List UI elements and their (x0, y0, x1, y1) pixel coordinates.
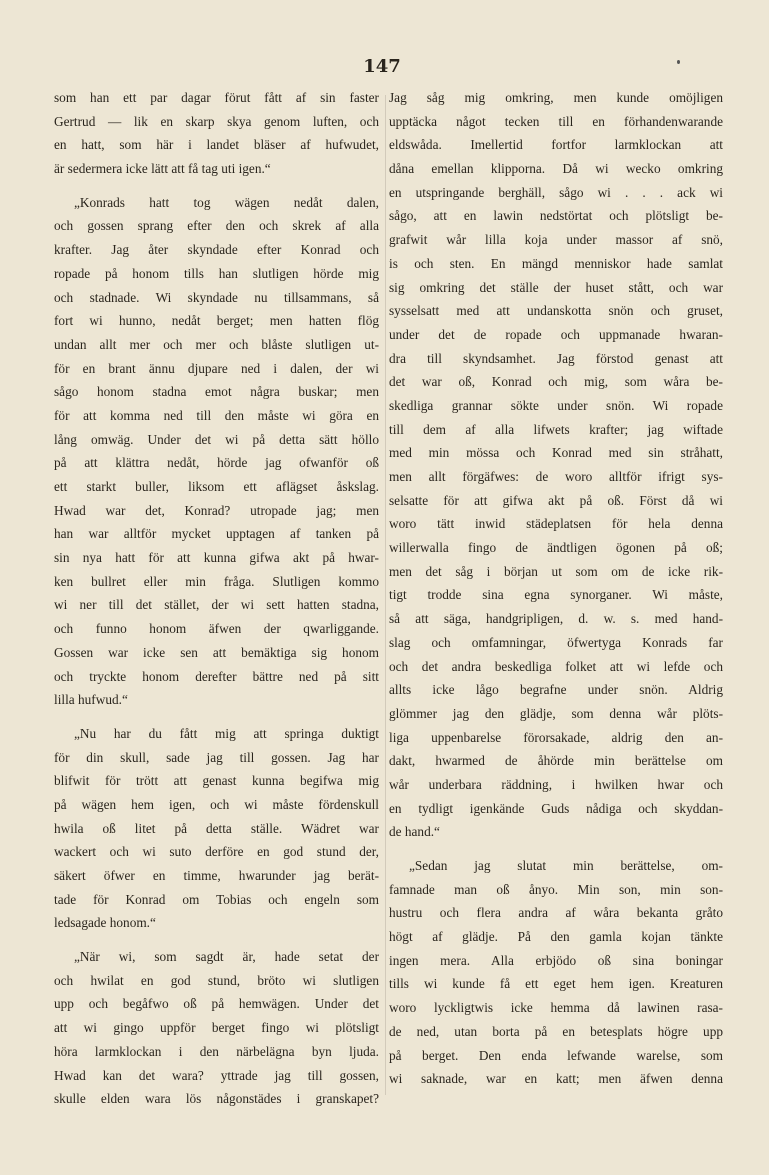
text-line: hustru och flera andra af wåra bekanta gråto (389, 905, 723, 921)
text-line: liga uppenbarelse förorsakade, aldrig den an- (389, 729, 723, 745)
text-line: säkert öfwer en timme, hwarunder jag berät- (54, 868, 379, 883)
text-line: ett starkt buller, liksom ett aflägset åskslag. (54, 479, 379, 494)
text-line: ingen mera. Alla erbjödo oß sina boningar (389, 952, 723, 968)
text-line: glömmer jag den glädje, som denna wår plöts- (389, 705, 723, 721)
text-line: undan allt mer och mer och blåste slutligen ut- (54, 336, 379, 352)
text-line: tills wi kunde få ett eget hem igen. Kreaturen (389, 976, 723, 992)
text-line: ropade på honom tills han slutligen hörde mig (54, 265, 379, 281)
text-line: på berget. Den enda lefwande warelse, som (389, 1047, 723, 1063)
text-line: på att klättra nedåt, hörde jag ofwanför oß (54, 455, 379, 471)
text-line: Gertrud — lik en skarp skya genom luften, och (54, 113, 379, 129)
text-line: med min mössa och Konrad med sin stråhatt, (389, 445, 723, 461)
text-line: blifwit för trött att genast kunna begifwa mig (54, 773, 379, 789)
text-line: men det såg i början ut som om de icke rik- (389, 563, 723, 579)
text-line: att wi gingo uppför berget fingo wi plötsligt (54, 1020, 379, 1036)
text-line: de ned, utan borta på en betesplats högre upp (389, 1023, 723, 1039)
text-line: han war alltför mycket upptagen af tanken på (54, 526, 379, 542)
text-line: „När wi, som sagdt är, hade setat der (74, 949, 379, 965)
text-line: upp och begåfwo oß på hemwägen. Under det (54, 996, 379, 1012)
paragraph-gap (54, 935, 379, 945)
text-line: är sedermera icke lätt att få tag uti igen.“ (54, 161, 271, 177)
text-line: fort wi hunno, nedåt berget; men hatten flög (54, 313, 379, 329)
text-line: grafwit wår lilla koja under massor af snö, (389, 232, 723, 248)
text-line: skulle elden wara lös någonstädes i granskapet? (54, 1091, 379, 1107)
text-line: lång omwäg. Under det wi på detta sätt höllo (54, 431, 379, 447)
text-line: woro tätt inwid städeplatsen för hela denna (389, 516, 723, 532)
text-line: wackert och wi suto derföre en god stund der, (54, 844, 379, 860)
text-line: en utspringande berghäll, sågo wi . . . ack wi (389, 184, 723, 200)
text-line: och stadnade. Wi skyndade nu tillsammans, så (54, 289, 379, 305)
text-line: så att säga, handgripligen, d. w. s. med hand- (389, 611, 723, 627)
text-line: lilla hufwud.“ (54, 692, 128, 708)
text-line: de hand.“ (389, 824, 440, 840)
text-line: sin nya hatt för att kunna gifwa akt på hwar- (54, 550, 379, 566)
text-line: och funno honom äfwen der qwarliggande. (54, 621, 379, 637)
text-line: allts icke lågo begrafne under snön. Aldrig (389, 682, 723, 698)
text-line: woro lyckligtwis icke hemma då lawinen rasa- (389, 1000, 723, 1016)
ink-speck (677, 60, 680, 64)
text-line: famnade man oß ånyo. Min son, min son- (389, 881, 723, 897)
text-line: det war oß, Konrad och mig, som wåra be- (389, 374, 723, 390)
text-line: slag och omfamningar, öfwertyga Konrads far (389, 634, 723, 650)
text-line: och gossen sprang efter den och skrek af alla (54, 218, 379, 234)
text-line: selsatte för att gifwa akt på oß. Först då wi (389, 492, 723, 508)
paragraph-gap (54, 181, 379, 191)
text-line: tade för Konrad om Tobias och engeln som (54, 891, 379, 907)
text-line: „Konrads hatt tog wägen nedåt dalen, (74, 194, 379, 210)
text-line: på wägen hem igen, och wi måste fördenskull (54, 796, 379, 812)
text-line: wår underbara räddning, i hwilken hwar och (389, 776, 723, 792)
text-line: dra till skyndsamhet. Jag förstod genast att (389, 350, 723, 366)
text-line: sågo honom stadna emot några buskar; men (54, 384, 379, 400)
text-line: och hwilat en god stund, bröto wi slutligen (54, 972, 379, 988)
text-line: wi ner till det stället, der wi sett hatten stadna, (54, 597, 379, 613)
text-line: dåna emellan klipporna. Då wi wecko omkring (389, 161, 723, 177)
text-line: sysselsatt med att undanskotta snön och gruset, (389, 303, 723, 319)
text-line: ledsagade honom.“ (54, 915, 156, 931)
text-line: sig omkring det ställe der huset stått, och war (389, 279, 723, 295)
text-line: för din skull, sade jag till gossen. Jag har (54, 749, 379, 765)
text-line: under det de ropade och uppmanade hwaran- (389, 326, 723, 342)
text-line: willerwalla fingo de ändtligen ögonen på oß; (389, 540, 723, 556)
text-line: Jag såg mig omkring, men kunde omöjligen (389, 90, 723, 105)
paragraph-gap (389, 844, 723, 854)
text-line: högt af glädje. På den gamla kojan tänkte (389, 929, 723, 945)
left-column (54, 86, 379, 1111)
text-line: skedliga grannar sökte under snön. Wi ropade (389, 397, 723, 413)
text-line: krafter. Jag åter skyndade efter Konrad och (54, 242, 379, 258)
text-line: ken bullret eller min fråga. Slutligen kommo (54, 573, 379, 589)
page-number: 147 (363, 56, 401, 77)
text-line: wi saknade, war en katt; men äfwen denna (389, 1071, 723, 1087)
text-line: Hwad war det, Konrad? utropade jag; men (54, 502, 379, 518)
text-line: som han ett par dagar förut fått af sin faster (54, 90, 379, 105)
text-line: för att komma ned till den måste wi göra en (54, 407, 379, 423)
text-line: Hwad kan det wara? yttrade jag till gossen, (54, 1067, 379, 1083)
text-line: en tydligt igenkände Guds nådiga och skyddan- (389, 800, 723, 816)
text-line: hwila oß litet på detta ställe. Wädret war (54, 820, 379, 836)
text-line: tigt trodde sina egna synorganer. Wi måste, (389, 587, 723, 603)
text-line: men allt förgäfwes: de woro alltför ifrigt sys- (389, 469, 723, 484)
text-line: en hatt, som här i landet bläser af hufwudet, (54, 137, 379, 153)
text-line: is och sten. En mängd menniskor hade samlat (389, 255, 723, 271)
paragraph-gap (54, 712, 379, 722)
text-line: upptäcka något tecken till en förhandenwarande (389, 113, 723, 129)
text-line: Gossen war icke sen att bemäktiga sig honom (54, 644, 379, 660)
text-line: höra larmklockan i den närbelägna byn ljuda. (54, 1043, 379, 1059)
text-line: „Sedan jag slutat min berättelse, om- (409, 858, 723, 873)
text-line: eldswåda. Imellertid fortfor larmklockan att (389, 137, 723, 153)
text-line: sågo, att en lawin nedstörtat och plötsligt be- (389, 208, 723, 224)
text-line: „Nu har du fått mig att springa duktigt (74, 725, 379, 741)
right-column (389, 86, 723, 1091)
text-line: för en brant ännu djupare ned i dalen, der wi (54, 360, 379, 376)
text-line: och det andra beskedliga folket att wi lefde och (389, 658, 723, 674)
text-line: till dem af alla lifwets krafter; jag wiftade (389, 421, 723, 437)
column-divider (385, 95, 386, 1095)
text-line: dakt, hwarmed de åhörde min berättelse om (389, 753, 723, 769)
text-line: och tryckte honom derefter bättre ned på sitt (54, 668, 379, 684)
